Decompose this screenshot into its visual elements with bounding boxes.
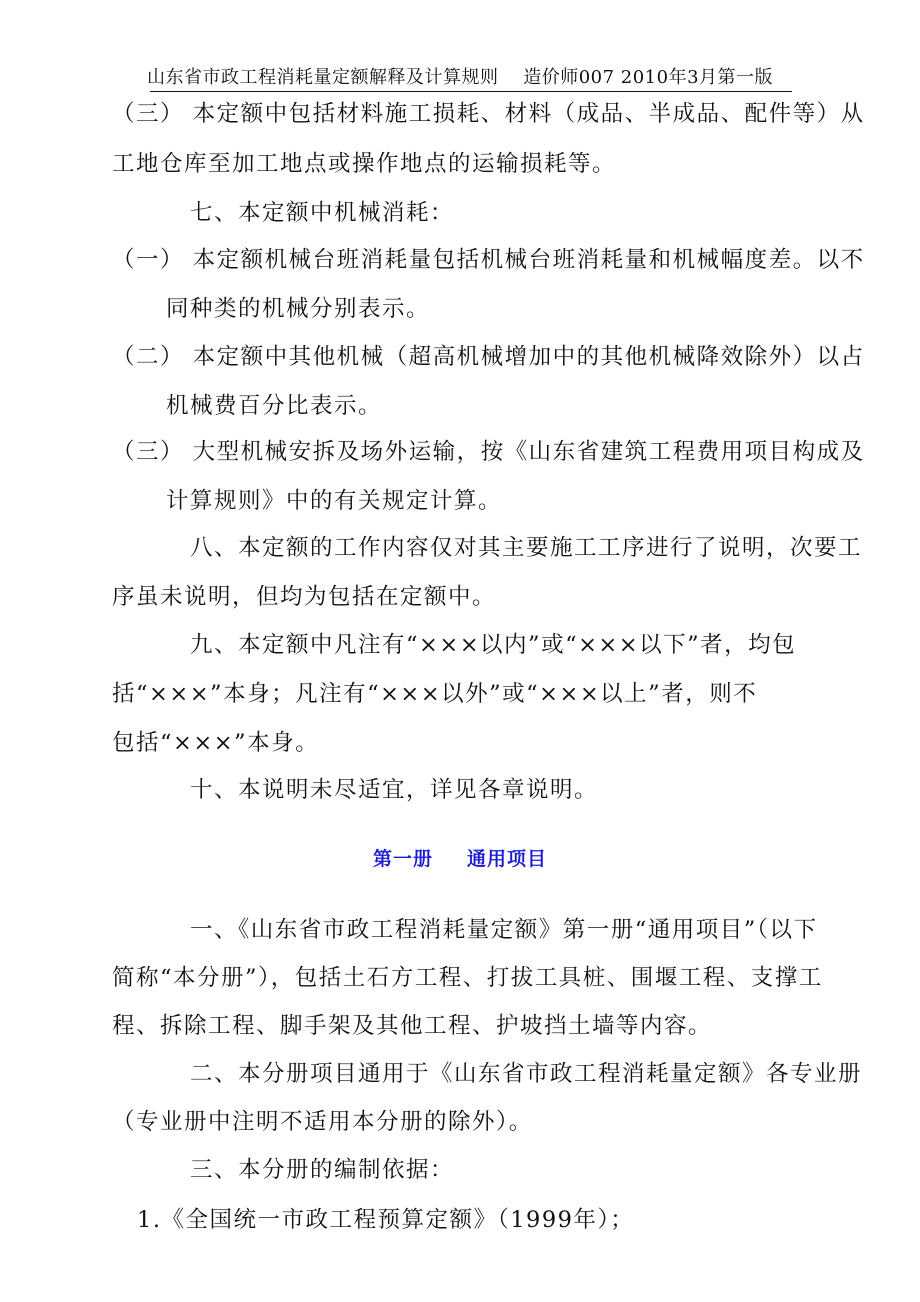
paragraph: 三、本分册的编制依据： — [190, 1157, 455, 1183]
paragraph: 程、拆除工程、脚手架及其他工程、护坡挡土墙等内容。 — [112, 1013, 713, 1039]
paragraph: 同种类的机械分别表示。 — [166, 296, 431, 322]
paragraph: 九、本定额中凡注有“×××以内”或“×××以下”者，均包 — [190, 632, 797, 658]
paragraph: （专业册中注明不适用本分册的除外）。 — [112, 1109, 533, 1135]
paragraph: 序虽未说明，但均为包括在定额中。 — [112, 584, 497, 610]
paragraph: （一） 本定额机械台班消耗量包括机械台班消耗量和机械幅度差。以不 — [112, 247, 865, 273]
paragraph: 简称“本分册”），包括土石方工程、打拔工具桩、围堰工程、支撑工 — [112, 965, 823, 991]
section-title — [0, 846, 920, 872]
header-text: 山东省市政工程消耗量定额解释及计算规则 造价师007 2010年3月第一版 — [146, 67, 774, 88]
paragraph: 二、本分册项目通用于《山东省市政工程消耗量定额》各专业册 — [190, 1061, 863, 1087]
paragraph: 七、本定额中机械消耗： — [190, 200, 455, 226]
paragraph: 包括“×××”本身。 — [112, 730, 320, 756]
paragraph: 工地仓库至加工地点或操作地点的运输损耗等。 — [112, 151, 617, 177]
paragraph: （三） 本定额中包括材料施工损耗、材料（成品、半成品、配件等）从 — [112, 101, 865, 127]
header-rule — [150, 91, 792, 92]
paragraph: 1.《全国统一市政工程预算定额》（1999年）； — [137, 1207, 635, 1233]
paragraph: 十、本说明未尽适宜，详见各章说明。 — [190, 777, 599, 803]
paragraph: 计算规则》中的有关规定计算。 — [166, 488, 503, 514]
paragraph: 机械费百分比表示。 — [166, 393, 383, 419]
section-volume: 第一册 — [372, 848, 433, 870]
section-name: 通用项目 — [467, 848, 548, 870]
paragraph: （三） 大型机械安拆及场外运输，按《山东省建筑工程费用项目构成及 — [112, 439, 865, 465]
paragraph: 八、本定额的工作内容仅对其主要施工工序进行了说明，次要工 — [190, 535, 863, 561]
paragraph: （二） 本定额中其他机械（超高机械增加中的其他机械降效除外）以占 — [112, 344, 865, 370]
paragraph: 一、《山东省市政工程消耗量定额》第一册“通用项目”（以下 — [190, 917, 818, 943]
page-header — [0, 66, 920, 90]
paragraph: 括“×××”本身；凡注有“×××以外”或“×××以上”者，则不 — [112, 681, 758, 707]
